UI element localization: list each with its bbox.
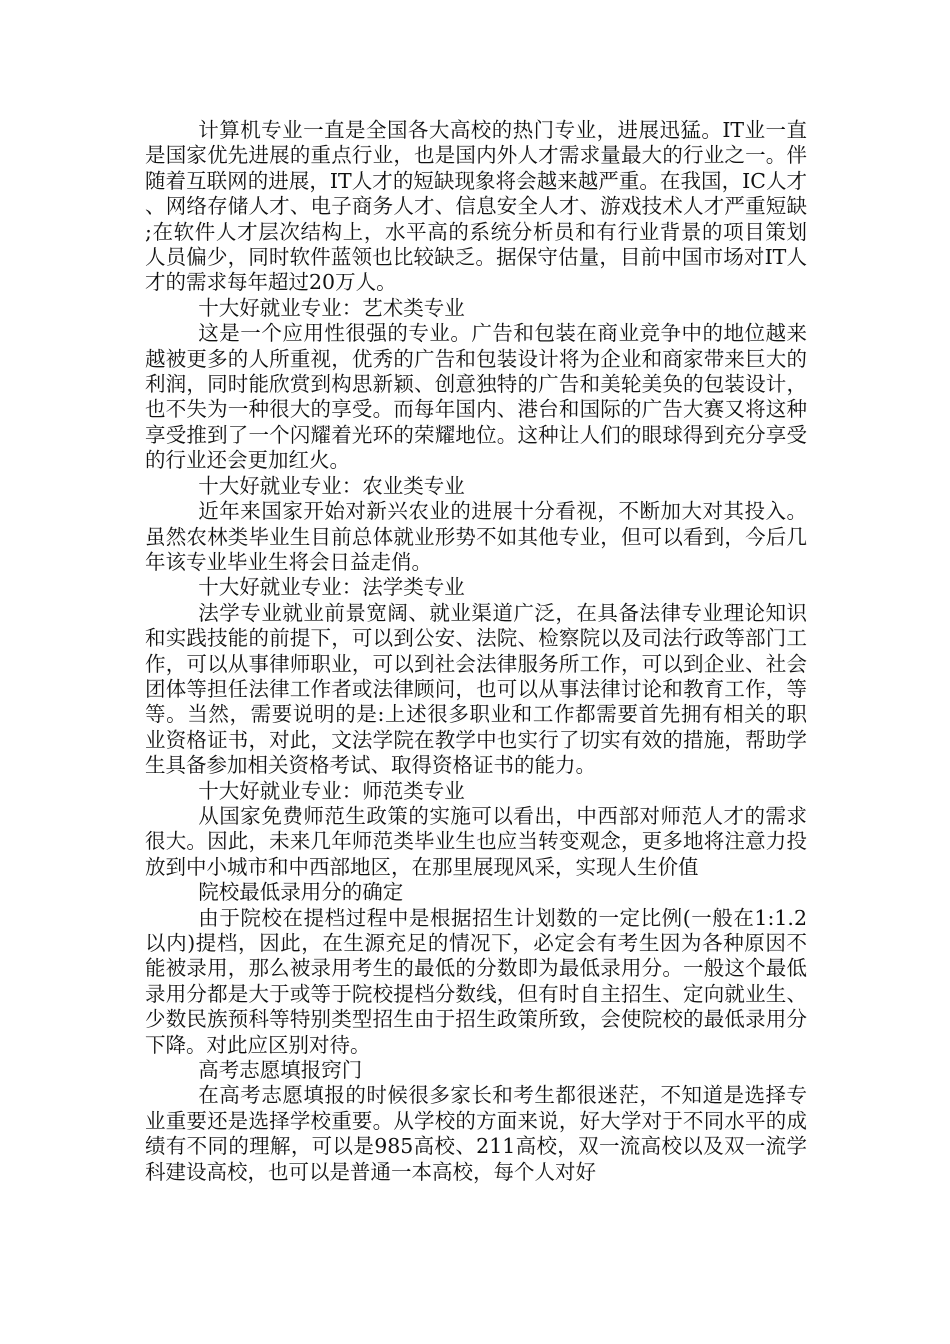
- paragraph-teaching: 从国家免费师范生政策的实施可以看出，中西部对师范人才的需求很大。因此，未来几年师范类毕业生也应当转变观念，更多地将注意力投放到中小城市和中西部地区，在那里展现风采，实现人生价值: [145, 803, 807, 879]
- section-heading-arts: 十大好就业专业：艺术类专业: [198, 295, 465, 320]
- document-body: [145, 118, 807, 1185]
- paragraph-arts: 这是一个应用性很强的专业。广告和包装在商业竞争中的地位越来越被更多的人所重视，优秀的广告和包装设计将为企业和商家带来巨大的利润，同时能欣赏到构思新颖、创意独特的广告和美轮美奂的包装设计，也不失为一种很大的享受。而每年国内、港台和国际的广告大赛又将这种享受推到了一个闪耀着光环的荣耀地位。这种让人们的眼球得到充分享受的行业还会更加红火。: [145, 321, 807, 473]
- paragraph-law: 法学专业就业前景宽阔、就业渠道广泛，在具备法律专业理论知识和实践技能的前提下，可以到公安、法院、检察院以及司法行政等部门工作，可以从事律师职业，可以到社会法律服务所工作，可以到企业、社会团体等担任法律工作者或法律顾问，也可以从事法律讨论和教育工作，等等。当然，需要说明的是:上述很多职业和工作都需要首先拥有相关的职业资格证书，对此，文法学院在教学中也实行了切实有效的措施，帮助学生具备参加相关资格考试、取得资格证书的能力。: [145, 600, 807, 778]
- section-heading-law: 十大好就业专业：法学类专业: [198, 575, 465, 600]
- section-heading-agriculture: 十大好就业专业：农业类专业: [198, 473, 465, 498]
- section-heading-teaching: 十大好就业专业：师范类专业: [198, 778, 465, 803]
- paragraph-agriculture: 近年来国家开始对新兴农业的进展十分看视，不断加大对其投入。虽然农林类毕业生目前总体就业形势不如其他专业，但可以看到，今后几年该专业毕业生将会日益走俏。: [145, 499, 807, 574]
- section-heading-application-tips: 高考志愿填报窍门: [198, 1058, 363, 1083]
- paragraph-min-score: 由于院校在提档过程中是根据招生计划数的一定比例(一般在1:1.2以内)提档，因此，在生源充足的情况下，必定会有考生因为各种原因不能被录用，那么被录用考生的最低的分数即为最低录用分。一般这个最低录用分都是大于或等于院校提档分数线，但有时自主招生、定向就业生、少数民族预科等特别类型招生由于招生政策所致，会使院校的最低录用分下降。对此应区别对待。: [145, 905, 807, 1057]
- section-heading-min-score: 院校最低录用分的确定: [198, 880, 404, 905]
- paragraph-application-tips: 在高考志愿填报的时候很多家长和考生都很迷茫，不知道是选择专业重要还是选择学校重要。从学校的方面来说，好大学对于不同水平的成绩有不同的理解，可以是985高校、211高校，双一流高校以及双一流学科建设高校，也可以是普通一本高校，每个人对好: [145, 1083, 807, 1184]
- paragraph-computer-science: 计算机专业一直是全国各大高校的热门专业，进展迅猛。IT业一直是国家优先进展的重点行业，也是国内外人才需求量最大的行业之一。伴随着互联网的进展，IT人才的短缺现象将会越来越严重。在我国，IC人才、网络存储人才、电子商务人才、信息安全人才、游戏技术人才严重短缺;在软件人才层次结构上，水平高的系统分析员和有行业背景的项目策划人员偏少，同时软件蓝领也比较缺乏。据保守估量，目前中国市场对IT人才的需求每年超过20万人。: [145, 118, 807, 295]
